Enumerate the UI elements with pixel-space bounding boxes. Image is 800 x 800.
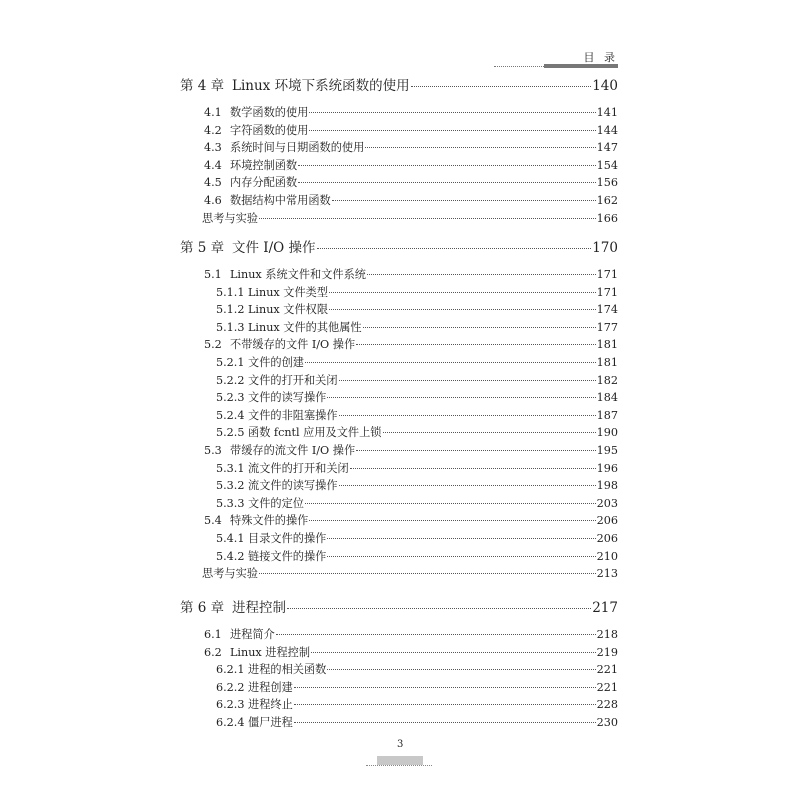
entry-page: 174 (596, 303, 618, 317)
toc-entry[interactable] (180, 626, 618, 644)
entry-number: 6.2.1 (216, 663, 245, 677)
leader-dots (327, 556, 595, 557)
toc-exercises[interactable] (180, 565, 618, 583)
leader-dots (339, 485, 596, 486)
leader-dots (276, 634, 596, 635)
toc-entry[interactable] (180, 512, 618, 530)
leader-dots (411, 86, 592, 87)
toc-entry[interactable] (180, 696, 618, 714)
entry-number: 第 4 章 (180, 78, 225, 94)
spacer (180, 256, 618, 266)
entry-page: 206 (596, 531, 618, 545)
toc-entry[interactable] (180, 495, 618, 513)
entry-title: 文件的创建 (248, 355, 304, 369)
entry-page: 166 (596, 211, 618, 225)
entry-page: 182 (596, 373, 618, 387)
toc-entry[interactable] (180, 284, 618, 302)
entry-title: Linux 进程控制 (230, 645, 311, 659)
leader-dots (305, 362, 596, 363)
entry-number: 5.2.5 (216, 426, 245, 440)
leader-dots (356, 344, 595, 345)
leader-dots (327, 397, 595, 398)
page-number: 3 (397, 739, 404, 750)
entry-number: 第 5 章 (180, 240, 225, 256)
leader-dots (363, 327, 596, 328)
chapter-heading[interactable] (180, 596, 618, 616)
entry-number: 5.1.1 (216, 285, 245, 299)
entry-title: 环境控制函数 (230, 158, 298, 172)
entry-page: 156 (596, 176, 618, 190)
header-divider (494, 66, 544, 67)
entry-page: 228 (596, 698, 618, 712)
entry-page: 190 (596, 426, 618, 440)
leader-dots (298, 182, 596, 183)
entry-number: 第 6 章 (180, 600, 225, 616)
entry-number: 4.3 (204, 141, 222, 155)
entry-title: 数学函数的使用 (230, 106, 309, 119)
entry-title: 僵尸进程 (248, 715, 293, 729)
header-bar (544, 64, 618, 68)
leader-dots (298, 165, 596, 166)
entry-title: 函数 fcntl 应用及文件上锁 (248, 426, 382, 440)
entry-title: 不带缓存的文件 I/O 操作 (230, 338, 356, 352)
entry-title: 链接文件的操作 (248, 549, 327, 563)
leader-dots (294, 687, 596, 688)
entry-title: 流文件的打开和关闭 (248, 461, 349, 475)
entry-number: 4.6 (204, 193, 222, 207)
toc-entry[interactable] (180, 104, 618, 122)
entry-title: 思考与实验 (202, 211, 258, 225)
toc-entry[interactable] (180, 477, 618, 495)
entry-page: 177 (596, 320, 618, 334)
entry-page: 140 (592, 78, 618, 94)
toc-entry[interactable] (180, 424, 618, 442)
entry-number: 5.2.4 (216, 408, 245, 422)
entry-page: 171 (596, 268, 618, 281)
leader-dots (329, 292, 596, 293)
entry-title: 进程终止 (248, 698, 293, 712)
leader-dots (294, 704, 596, 705)
toc-entry[interactable] (180, 354, 618, 372)
leader-dots (339, 415, 596, 416)
entry-page: 219 (596, 645, 618, 659)
entry-page: 141 (596, 106, 618, 119)
entry-page: 213 (596, 567, 618, 581)
entry-title: 内存分配函数 (230, 176, 298, 190)
leader-dots (327, 669, 595, 670)
toc-entry[interactable] (180, 679, 618, 697)
toc-entry[interactable] (180, 372, 618, 390)
toc-entry[interactable] (180, 530, 618, 548)
entry-page: 184 (596, 391, 618, 405)
toc-entry[interactable] (180, 139, 618, 157)
toc-entry[interactable] (180, 548, 618, 566)
leader-dots (259, 218, 596, 219)
entry-number: 5.4 (204, 514, 222, 528)
leader-dots (311, 652, 596, 653)
entry-title: Linux 文件权限 (248, 303, 329, 317)
entry-title: 目录文件的操作 (248, 531, 327, 545)
entry-page: 230 (596, 715, 618, 729)
leader-dots (305, 503, 596, 504)
entry-number: 5.1.2 (216, 303, 245, 317)
leader-dots (350, 468, 596, 469)
entry-page: 195 (596, 443, 618, 457)
leader-dots (309, 520, 595, 521)
entry-page: 181 (596, 355, 618, 369)
entry-number: 5.2 (204, 338, 222, 352)
entry-page: 144 (596, 123, 618, 137)
entry-title: 文件的非阻塞操作 (248, 408, 338, 422)
entry-title: 思考与实验 (202, 567, 258, 581)
entry-number: 5.2.2 (216, 373, 245, 387)
entry-page: 171 (596, 285, 618, 299)
toc-exercises[interactable] (180, 210, 618, 228)
entry-number: 4.2 (204, 123, 222, 137)
entry-number: 6.2.4 (216, 715, 245, 729)
footer-divider (366, 765, 432, 766)
entry-title: 文件 I/O 操作 (232, 240, 316, 256)
entry-number: 4.4 (204, 158, 222, 172)
entry-title: Linux 系统文件和文件系统 (230, 268, 366, 281)
leader-dots (317, 248, 592, 249)
leader-dots (259, 573, 596, 574)
entry-number: 5.4.2 (216, 549, 245, 563)
entry-page: 147 (596, 141, 618, 155)
entry-page: 218 (596, 628, 618, 641)
entry-title: 流文件的读写操作 (248, 479, 338, 493)
entry-title: 带缓存的流文件 I/O 操作 (230, 443, 356, 457)
toc-chapter-4 (180, 74, 618, 227)
leader-dots (329, 309, 596, 310)
entry-number: 5.4.1 (216, 531, 245, 545)
entry-page: 221 (596, 680, 618, 694)
entry-number: 5.3.3 (216, 496, 245, 510)
leader-dots (309, 130, 595, 131)
entry-number: 5.3 (204, 443, 222, 457)
toc-entry[interactable] (180, 460, 618, 478)
toc-chapter-6 (180, 596, 618, 732)
toc-entry[interactable] (180, 122, 618, 140)
toc-chapter-5 (180, 236, 618, 583)
entry-title: Linux 文件的其他属性 (248, 320, 362, 334)
leader-dots (287, 608, 591, 609)
entry-number: 5.2.1 (216, 355, 245, 369)
entry-title: 数据结构中常用函数 (230, 193, 331, 207)
entry-page: 206 (596, 514, 618, 528)
toc-entry[interactable] (180, 174, 618, 192)
leader-dots (383, 432, 596, 433)
toc-entry[interactable] (180, 157, 618, 175)
running-header: 目 录 (583, 51, 618, 64)
entry-page: 198 (596, 479, 618, 493)
entry-number: 6.2.3 (216, 698, 245, 712)
entry-page: 181 (596, 338, 618, 352)
chapter-heading[interactable] (180, 74, 618, 94)
spacer (180, 94, 618, 104)
entry-title: 系统时间与日期函数的使用 (230, 141, 365, 155)
leader-dots (339, 380, 596, 381)
entry-page: 154 (596, 158, 618, 172)
entry-page: 210 (596, 549, 618, 563)
entry-number: 6.2.2 (216, 680, 245, 694)
spacer (180, 616, 618, 626)
entry-title: Linux 文件类型 (248, 285, 329, 299)
toc-entry[interactable] (180, 336, 618, 354)
footer-bar (377, 756, 423, 765)
entry-number: 4.5 (204, 176, 222, 190)
entry-title: Linux 环境下系统函数的使用 (232, 78, 410, 94)
entry-number: 6.2 (204, 645, 222, 659)
entry-number: 5.1.3 (216, 320, 245, 334)
entry-title: 进程的相关函数 (248, 663, 327, 677)
chapter-heading[interactable] (180, 236, 618, 256)
toc-entry[interactable] (180, 407, 618, 425)
toc-entry[interactable] (180, 442, 618, 460)
entry-number: 5.3.1 (216, 461, 245, 475)
entry-title: 特殊文件的操作 (230, 514, 309, 528)
toc-entry[interactable] (180, 192, 618, 210)
leader-dots (332, 200, 596, 201)
entry-page: 162 (596, 193, 618, 207)
entry-title: 进程控制 (232, 600, 286, 616)
entry-number: 6.1 (204, 628, 222, 641)
leader-dots (365, 147, 595, 148)
entry-number: 5.1 (204, 268, 222, 281)
entry-number: 5.3.2 (216, 479, 245, 493)
entry-page: 203 (596, 496, 618, 510)
leader-dots (367, 274, 596, 275)
leader-dots (356, 450, 595, 451)
toc-entry[interactable] (180, 266, 618, 284)
entry-title: 进程创建 (248, 680, 293, 694)
entry-number: 5.2.3 (216, 391, 245, 405)
entry-page: 187 (596, 408, 618, 422)
entry-title: 文件的打开和关闭 (248, 373, 338, 387)
entry-number: 4.1 (204, 106, 222, 119)
leader-dots (309, 112, 595, 113)
toc-entry[interactable] (180, 644, 618, 662)
leader-dots (327, 538, 595, 539)
leader-dots (294, 722, 596, 723)
entry-title: 文件的读写操作 (248, 391, 327, 405)
entry-title: 字符函数的使用 (230, 123, 309, 137)
entry-page: 217 (592, 600, 618, 616)
toc-entry[interactable] (180, 301, 618, 319)
toc-entry[interactable] (180, 661, 618, 679)
entry-title: 进程简介 (230, 628, 275, 641)
entry-page: 170 (592, 240, 618, 256)
toc-entry[interactable] (180, 319, 618, 337)
toc-entry[interactable] (180, 714, 618, 732)
entry-title: 文件的定位 (248, 496, 304, 510)
entry-page: 196 (596, 461, 618, 475)
entry-page: 221 (596, 663, 618, 677)
toc-entry[interactable] (180, 389, 618, 407)
